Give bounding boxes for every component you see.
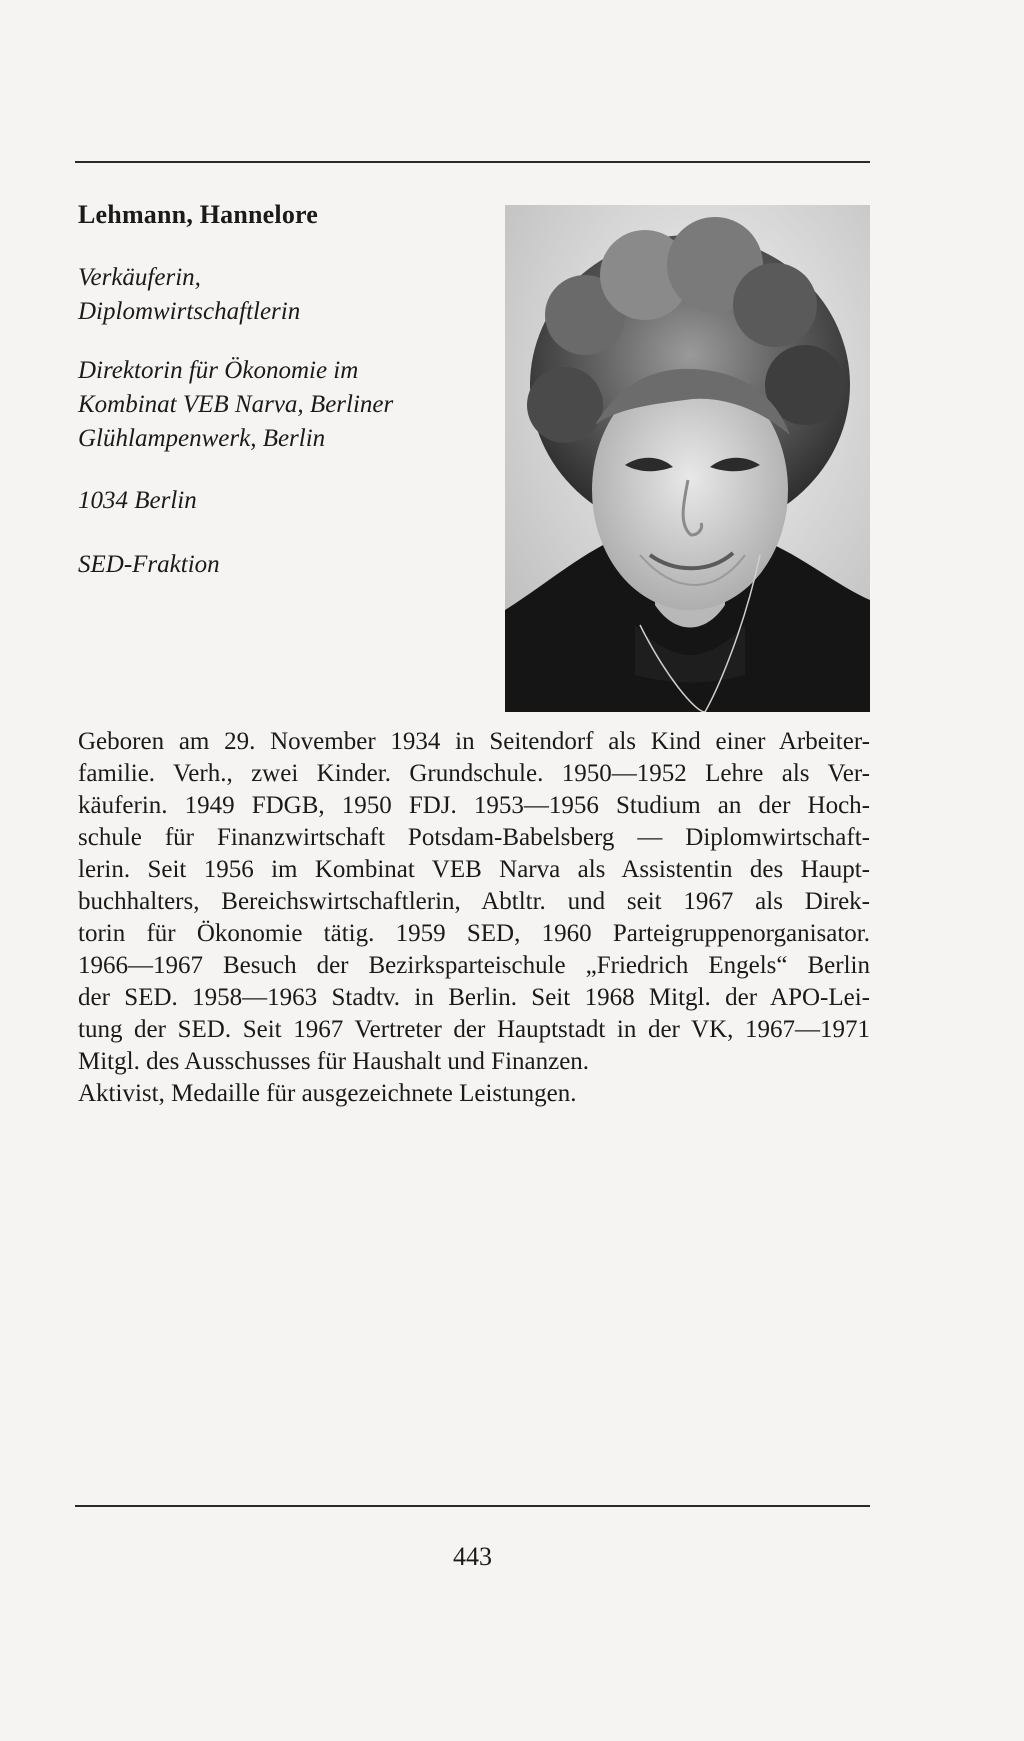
faction: SED-Fraktion <box>78 551 220 578</box>
bio-line: tung der SED. Seit 1967 Vertreter der Hauptstadt in der VK, 1967—1971 <box>78 1016 870 1043</box>
profession <box>78 261 300 329</box>
bottom-rule <box>75 1505 870 1507</box>
bio-line: familie. Verh., zwei Kinder. Grundschule. 1950—1952 Lehre als Ver- <box>78 760 870 787</box>
bio-line: Mitgl. des Ausschusses für Haushalt und Finanzen. <box>78 1048 590 1075</box>
bio-line: Geboren am 29. November 1934 in Seitendorf als Kind einer Arbeiter- <box>78 728 870 755</box>
profession-line: Diplomwirtschaftlerin <box>78 298 301 325</box>
person-name: Lehmann, Hannelore <box>78 200 319 229</box>
portrait-photo <box>505 205 870 712</box>
position-line: Direktorin für Ökonomie im <box>78 357 359 384</box>
bio-line: torin für Ökonomie tätig. 1959 SED, 1960 Parteigruppenorganisator. <box>78 920 870 947</box>
position <box>78 354 393 456</box>
bio-line: 1966—1967 Besuch der Bezirksparteischule „Friedrich Engels“ Berlin <box>78 952 870 979</box>
page-number: 443 <box>453 1542 492 1571</box>
bio-line: der SED. 1958—1963 Stadtv. in Berlin. Seit 1968 Mitgl. der APO-Lei- <box>78 984 870 1011</box>
bio-line: Aktivist, Medaille für ausgezeichnete Leistungen. <box>78 1080 577 1107</box>
profession-line: Verkäuferin, <box>78 264 201 291</box>
bio-line: käuferin. 1949 FDGB, 1950 FDJ. 1953—1956 Studium an der Hoch- <box>78 792 870 819</box>
bio-line: lerin. Seit 1956 im Kombinat VEB Narva als Assistentin des Haupt- <box>78 856 870 883</box>
position-line: Glühlampenwerk, Berlin <box>78 425 326 452</box>
position-line: Kombinat VEB Narva, Berliner <box>78 391 394 418</box>
bio-line: buchhalters, Bereichswirtschaftlerin, Abtltr. und seit 1967 als Direk- <box>78 888 870 915</box>
top-rule <box>75 161 870 163</box>
address: 1034 Berlin <box>78 487 197 514</box>
biography <box>78 726 870 1110</box>
bio-line: schule für Finanzwirtschaft Potsdam-Babelsberg — Diplomwirtschaft- <box>78 824 870 851</box>
